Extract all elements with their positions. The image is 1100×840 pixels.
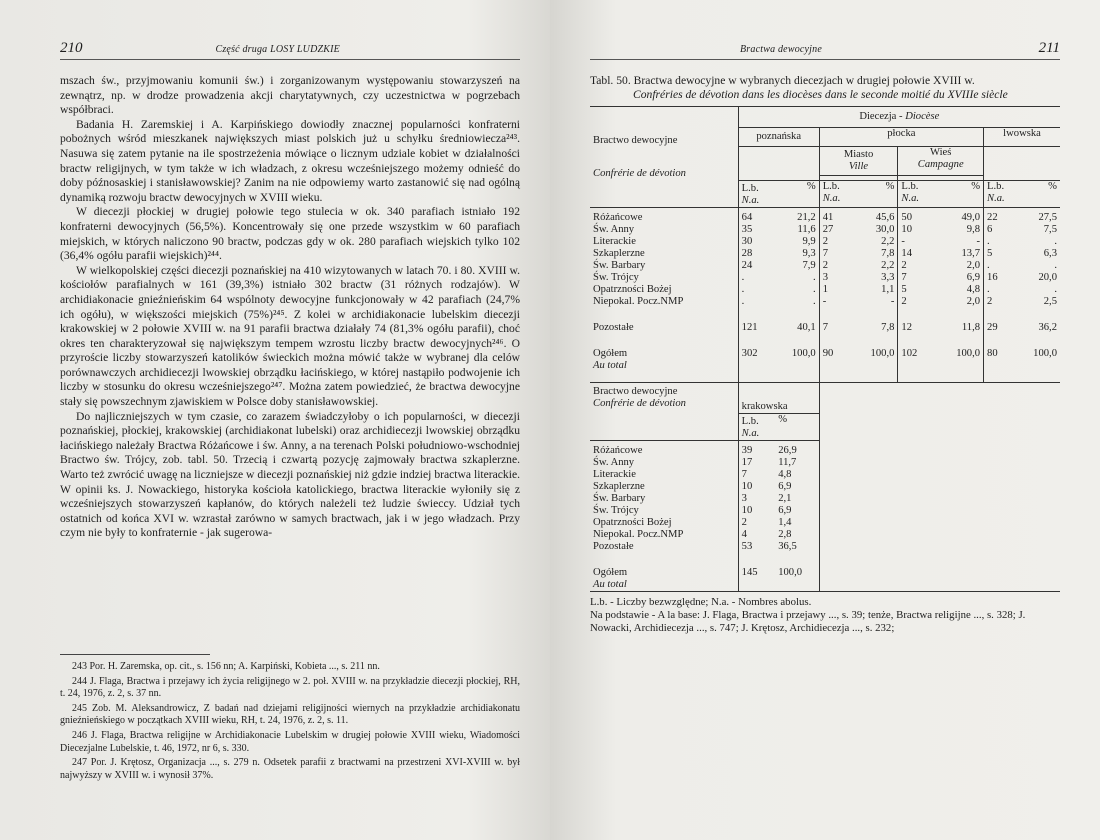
cell-percent: 9,8 xyxy=(933,224,984,236)
cell-percent: 13,7 xyxy=(933,248,984,260)
header-ville-label: Ville xyxy=(848,161,869,172)
cell-percent: . xyxy=(1054,259,1057,271)
footnote: 244 J. Flaga, Bractwa i przejawy ich życia religijnego w 2. poł. XVIII w. na przykładzie diecezji płockiej, RH, t. 24, 1976, z. 2, s. 37 nn. xyxy=(60,675,520,700)
cell-value: 90 xyxy=(822,347,834,359)
table-row xyxy=(590,469,1060,481)
header-row-units-part2 xyxy=(590,413,1060,440)
cell-value: 7 xyxy=(741,468,747,480)
cell-percent: 2,5 xyxy=(1043,295,1057,307)
cell-value: 10 xyxy=(741,504,753,516)
cell-value: 16 xyxy=(987,271,998,283)
body-text-left xyxy=(60,74,520,541)
table-caption-pl: Tabl. 50. Bractwa dewocyjne w wybranych diecezjach w drugiej połowie XVIII w. xyxy=(590,74,975,87)
table-row xyxy=(590,212,1060,224)
cell-value: 30 xyxy=(741,235,753,247)
cell-value: 1 xyxy=(822,283,828,295)
row-label: Opatrzności Bożej xyxy=(590,284,738,296)
header-row-units xyxy=(590,180,1060,207)
cell-value: 5 xyxy=(901,283,907,295)
row-label: Św. Trójcy xyxy=(590,272,738,284)
paragraph: mszach św., przyjmowaniu komunii św.) i zorganizowanym występowaniu stowarzyszeń na zewnątrz, np. w drodze prowadzenia akcji charytatywnych, czy uczestnictwa w pogrzebach współbraci. xyxy=(60,74,520,117)
table-caption-fr: Confréries de dévotion dans les diocèses dans le seconde moitié du XVIIIe siècle xyxy=(633,88,1008,101)
cell-percent: . xyxy=(775,296,819,308)
cell-value: . xyxy=(741,271,745,283)
cell-percent: 100,0 xyxy=(1033,347,1057,359)
cell-value: 2 xyxy=(901,259,907,271)
header-bractwo-label: Bractwo dewocyjne xyxy=(593,385,678,397)
cell-percent: 9,3 xyxy=(775,248,819,260)
cell-percent: 2,2 xyxy=(854,236,898,248)
table-row xyxy=(590,541,1060,553)
cell-percent: 20,0 xyxy=(1038,271,1057,283)
cell-percent: . xyxy=(775,272,819,284)
cell-percent: 7,5 xyxy=(1043,223,1057,235)
header-pct: % xyxy=(933,180,984,207)
header-confrerie-label: Confrérie de dévotion xyxy=(593,168,686,179)
cell-percent: 1,1 xyxy=(854,284,898,296)
cell-percent: 2,1 xyxy=(775,493,819,505)
header-pct: % xyxy=(854,180,898,207)
row-label: Niepokal. Pocz.NMP xyxy=(590,529,738,541)
header-bractwo-label: Bractwo dewocyjne xyxy=(593,134,678,146)
table-part2-body xyxy=(590,445,1060,592)
cell-value: 28 xyxy=(741,247,753,259)
row-label: Literackie xyxy=(590,469,738,481)
table-row xyxy=(590,457,1060,469)
na-label: N.a. xyxy=(822,192,841,204)
cell-empty xyxy=(819,505,1060,517)
cell-value: 50 xyxy=(901,211,912,223)
cell-percent: 30,0 xyxy=(854,224,898,236)
table-note-source: Na podstawie - A la base: J. Flaga, Bractwa i przejawy ..., s. 39; tenże, Bractwa religijne ..., s. 328; J. Nowacki, Archidiecezja ..., s. 747; J. Krętosz, Archidiecezja ..., s. 232; xyxy=(590,608,1026,634)
running-head-left xyxy=(60,40,520,60)
running-title-left: Część druga LOSY LUDZKIE xyxy=(215,44,340,55)
cell-value: 41 xyxy=(822,211,834,223)
header-plocka: płocka xyxy=(819,128,983,147)
table-row xyxy=(590,236,1060,248)
cell-percent: 6,9 xyxy=(775,505,819,517)
cell-value: 2 xyxy=(822,259,828,271)
cell-percent: 40,1 xyxy=(775,308,819,334)
cell-percent: 2,0 xyxy=(933,260,984,272)
header-diocese-label: Diocèse xyxy=(905,111,940,122)
cell-value: 2 xyxy=(741,516,747,528)
table-row xyxy=(590,224,1060,236)
lb-label: L.b. xyxy=(741,182,759,194)
header-bractwo-part2 xyxy=(590,382,738,413)
cell-percent: . xyxy=(1054,283,1057,295)
header-lb xyxy=(738,180,775,207)
cell-percent: 7,9 xyxy=(775,260,819,272)
header-wies xyxy=(898,147,984,176)
cell-percent: 11,8 xyxy=(933,308,984,334)
cell-percent: 100,0 xyxy=(933,334,984,383)
header-diecezja-label: Diecezja - xyxy=(859,111,906,122)
na-label: N.a. xyxy=(741,194,760,206)
row-label: Ogółem Au total xyxy=(590,334,738,383)
table-row xyxy=(590,445,1060,457)
table-row xyxy=(590,493,1060,505)
cell-value: 22 xyxy=(987,211,998,223)
header-pct: % xyxy=(775,413,819,440)
header-bractwo xyxy=(590,107,738,147)
cell-value: 7 xyxy=(822,247,828,259)
na-label: N.a. xyxy=(741,427,760,439)
cell-value: 102 xyxy=(901,347,918,359)
table-row xyxy=(590,529,1060,541)
page-number-left: 210 xyxy=(60,40,83,56)
cell-value: 17 xyxy=(741,456,753,468)
table-part1-body xyxy=(590,212,1060,383)
running-title-right: Bractwa dewocyjne xyxy=(740,44,822,55)
cell-value: 64 xyxy=(741,211,753,223)
cell-percent: 49,0 xyxy=(933,212,984,224)
cell-value: - xyxy=(822,295,827,307)
cell-value: 12 xyxy=(901,321,912,333)
lb-label: L.b. xyxy=(987,180,1005,192)
cell-percent: 100,0 xyxy=(775,334,819,383)
cell-value: 14 xyxy=(901,247,912,259)
footnote: 245 Zob. M. Aleksandrowicz, Z badań nad dziejami religijności wiernych na przykładzie archidiakonatu gnieźnieńskiego w początkach XVIII wieku, RH, t. 24, 1976, z. 2, s. 11. xyxy=(60,702,520,727)
cell-value: 35 xyxy=(741,223,753,235)
cell-value: 2 xyxy=(822,235,828,247)
cell-value: . xyxy=(741,295,745,307)
cell-percent: 2,0 xyxy=(933,296,984,308)
cell-percent: 2,2 xyxy=(854,260,898,272)
cell-percent: . xyxy=(1054,235,1057,247)
cell-value: 3 xyxy=(741,492,747,504)
cell-empty xyxy=(819,457,1060,469)
cell-percent: - xyxy=(854,296,898,308)
cell-value: . xyxy=(741,283,745,295)
header-lb xyxy=(819,180,854,207)
header-row xyxy=(590,107,1060,128)
table-note-legend: L.b. - Liczby bezwzględne; N.a. - Nombres abolus. xyxy=(590,595,812,608)
header-empty xyxy=(984,147,1060,176)
row-label: Św. Anny xyxy=(590,224,738,236)
cell-value: 302 xyxy=(741,347,758,359)
header-diecezja xyxy=(738,107,1060,128)
cell-percent: 100,0 xyxy=(775,553,819,592)
header-pct: % xyxy=(775,180,819,207)
cell-value: 5 xyxy=(987,247,993,259)
lb-label: L.b. xyxy=(901,180,919,192)
row-label: Pozostałe xyxy=(590,541,738,553)
cell-value: 4 xyxy=(741,528,747,540)
cell-value: 145 xyxy=(738,553,775,592)
row-label: Szkaplerzne xyxy=(590,481,738,493)
cell-value: 7 xyxy=(901,271,907,283)
header-miasto-label: Miasto xyxy=(843,149,874,160)
cell-value: . xyxy=(987,235,990,247)
cell-empty xyxy=(819,529,1060,541)
data-table xyxy=(590,106,1060,592)
header-empty xyxy=(819,382,1060,413)
cell-value: 39 xyxy=(741,444,753,456)
cell-value: 2 xyxy=(901,295,907,307)
table-row xyxy=(590,284,1060,296)
cell-percent: 2,8 xyxy=(775,529,819,541)
cell-percent: 36,5 xyxy=(775,541,819,553)
cell-percent: 7,8 xyxy=(854,248,898,260)
cell-percent: 6,9 xyxy=(775,481,819,493)
cell-value: 7 xyxy=(822,321,828,333)
cell-value: 10 xyxy=(901,223,912,235)
row-label: Opatrzności Bożej xyxy=(590,517,738,529)
cell-percent: 11,6 xyxy=(775,224,819,236)
cell-value: 27 xyxy=(822,223,834,235)
header-confrerie-label: Confrérie de dévotion xyxy=(593,397,686,409)
header-empty xyxy=(738,147,819,176)
row-label: Literackie xyxy=(590,236,738,248)
table-row-pozostale xyxy=(590,308,1060,334)
header-lwowska: lwowska xyxy=(984,128,1060,147)
cell-percent: 27,5 xyxy=(1038,211,1057,223)
lb-label: L.b. xyxy=(741,415,759,427)
cell-percent: 3,3 xyxy=(854,272,898,284)
na-label: N.a. xyxy=(987,192,1005,204)
table-caption xyxy=(590,74,1060,102)
header-miasto xyxy=(819,147,898,176)
header-row-part2 xyxy=(590,382,1060,413)
cell-value: 2 xyxy=(987,295,993,307)
table-row xyxy=(590,248,1060,260)
running-head-right xyxy=(590,40,1060,60)
cell-percent: 4,8 xyxy=(775,469,819,481)
cell-percent: 1,4 xyxy=(775,517,819,529)
na-label: N.a. xyxy=(901,192,920,204)
header-pct: % xyxy=(1018,180,1060,207)
header-wies-label: Wieś xyxy=(930,147,952,158)
row-label: Św. Barbary xyxy=(590,493,738,505)
cell-value: 24 xyxy=(741,259,753,271)
cell-empty xyxy=(819,493,1060,505)
cell-value: 10 xyxy=(741,480,753,492)
header-empty xyxy=(590,413,738,440)
table-row-total xyxy=(590,553,1060,592)
right-page xyxy=(550,0,1100,840)
paragraph: W diecezji płockiej w drugiej połowie tego stulecia w ok. 340 parafiach istniało 192 konfraterni dewocyjnych (56,5%). Koncentrowały się one przede wszystkim w 60 parafiach miejskich, w których naliczono 90 bractw, podczas gdy w ok. 280 parafiach wiejskich tylko 102 (36,4% ogółu parafii wiejskich)²⁴⁴. xyxy=(60,205,520,263)
cell-empty xyxy=(819,541,1060,553)
header-krakowska xyxy=(738,382,819,413)
cell-value: 29 xyxy=(987,321,998,333)
table-row-total xyxy=(590,334,1060,383)
cell-value: 6 xyxy=(987,223,993,235)
paragraph: Badania H. Zaremskiej i A. Karpińskiego dowiodły znacznej popularności konfraterni pobożnych wśród mieszkanek największych miast polskich już u schyłku średniowiecza²⁴³. Nasuwa się zatem pytanie na ile spostrzeżenia mówiące o licznym udziale kobiet w działalności bractw religijnych, w tym także w ich władzach, z okresu wcześniejszego możemy odnieść do doby późnosaskiej i stanisławowskiej? Zanim na nie odpowiemy warto zastanowić się nad ogólną dynamiką rozwoju bractw dewocyjnych w XVIII wieku. xyxy=(60,117,520,204)
footnote: 246 J. Flaga, Bractwa religijne w Archidiakonacie Lubelskim w drugiej połowie XVIII wieku, Wiadomości Diecezjalne Lubelskie, t. 46, 1972, nr 6, s. 330. xyxy=(60,729,520,754)
lb-label: L.b. xyxy=(822,180,840,192)
cell-empty xyxy=(819,553,1060,592)
cell-percent: 45,6 xyxy=(854,212,898,224)
row-label: Św. Trójcy xyxy=(590,505,738,517)
table-row xyxy=(590,296,1060,308)
cell-percent: 11,7 xyxy=(775,457,819,469)
table-row xyxy=(590,481,1060,493)
cell-empty xyxy=(819,445,1060,457)
footnote-rule xyxy=(60,654,210,655)
header-empty xyxy=(819,413,1060,440)
header-row xyxy=(590,147,1060,176)
table-row xyxy=(590,260,1060,272)
paragraph: W wielkopolskiej części diecezji poznańskiej na 410 wizytowanych w latach 70. i 80. XVIII w. kościołów parafialnych w 161 (39,3%) istniało 302 bractw (31 różnych rodzajów). W archidiakonacie gnieźnieńskim 64 wspólnoty dewocyjne funkcjonowały w 42 parafiach (24,7% ich ogółu), w większości miejskich (75%)²⁴⁵. Z kolei w archidiakonacie lubelskim diecezji krakowskiej w 2 połowie XVIII w. na 91 parafii bractwa działały 74 (81,3% ogółu parafii), choć okres ten charakteryzował się największym tempem wzrostu liczby bractw dewocyjnych²⁴⁶. O przyroście liczby stowarzyszeń katolików świeckich można mówić także w wybranej dla celów porównawczych archidiecezji lwowskiej obrządku łacińskiego, w której nastąpiło podwojenie ich liczby w stosunku do okresu wcześniejszego²⁴⁷. Można zatem powiedzieć, że bractwa dewocyjne stały się powszechnym zjawiskiem w Polsce doby stanisławowskiej. xyxy=(60,263,520,409)
header-lb xyxy=(738,413,775,440)
header-confrerie xyxy=(590,147,738,181)
row-label: Pozostałe xyxy=(590,308,738,334)
cell-percent: 36,2 xyxy=(1038,321,1057,333)
row-label: Św. Barbary xyxy=(590,260,738,272)
table-row xyxy=(590,272,1060,284)
row-label-fr: Au total xyxy=(593,578,627,590)
cell-percent: . xyxy=(775,284,819,296)
footnote: 243 Por. H. Zaremska, op. cit., s. 156 nn; A. Karpiński, Kobieta ..., s. 211 nn. xyxy=(72,661,380,672)
header-campagne-label: Campagne xyxy=(917,159,964,170)
cell-percent: 100,0 xyxy=(854,334,898,383)
cell-percent: 9,9 xyxy=(775,236,819,248)
cell-percent: - xyxy=(933,236,984,248)
row-label: Różańcowe xyxy=(590,445,738,457)
row-label-fr: Au total xyxy=(593,359,627,371)
header-empty xyxy=(590,180,738,207)
cell-empty xyxy=(819,469,1060,481)
row-label: Różańcowe xyxy=(590,212,738,224)
cell-value: - xyxy=(901,235,905,247)
header-krakowska-label: krakowska xyxy=(741,400,788,412)
table-notes xyxy=(590,596,1060,635)
cell-value: 3 xyxy=(822,271,828,283)
table-row xyxy=(590,517,1060,529)
cell-value: . xyxy=(987,283,990,295)
cell-percent: 6,9 xyxy=(933,272,984,284)
cell-percent: 4,8 xyxy=(933,284,984,296)
row-label: Szkaplerzne xyxy=(590,248,738,260)
table-row xyxy=(590,505,1060,517)
cell-value: 80 xyxy=(987,347,998,359)
cell-percent: 7,8 xyxy=(854,308,898,334)
paragraph: Do najliczniejszych w tym czasie, co zarazem świadczyłoby o ich popularności, w diecezji poznańskiej, płockiej, krakowskiej (archidiakonat lubelski) oraz archidiecezji lwowskiej obrządku łacińskiego należały Bractwa Różańcowe i św. Anny, a na terenach Polski południowo-wschodniej Bractwo św. Trójcy, zob. tabl. 50. Trzecią i czwartą pozycję zajmowały bractwa szkaplerzne. Warto też zwrócić uwagę na liczniejsze w diecezji poznańskiej niż gdzie indziej bractwa literackie. W opinii ks. J. Nowackiego, historyka kościoła katolickiego, bractwa literackie wyłoniły się z wcześniejszych stowarzyszeń kapłanów, do których należeli też ludzie świeccy. Udział tych ostatnich od końca XVI w. wzrastał zarówno w samych bractwach, jak i w jego władzach. Przy czym nie były to konfraternie - jak sugerowa- xyxy=(60,409,520,540)
footnote: 247 Por. J. Krętosz, Organizacja ..., s. 279 n. Odsetek parafii z bractwami na przestrzeni XVI-XVIII w. był najwyższy w XVIII w. i wynosił 37%. xyxy=(60,757,520,781)
cell-percent: 6,3 xyxy=(1043,247,1057,259)
row-label: Niepokal. Pocz.NMP xyxy=(590,296,738,308)
cell-value: 53 xyxy=(741,540,753,552)
footnotes xyxy=(60,654,520,784)
cell-empty xyxy=(819,517,1060,529)
cell-percent: 21,2 xyxy=(775,212,819,224)
cell-value: . xyxy=(987,259,990,271)
cell-empty xyxy=(819,481,1060,493)
cell-percent: 26,9 xyxy=(775,445,819,457)
page-number-right: 211 xyxy=(1038,40,1060,56)
row-label: Ogółem Au total xyxy=(590,553,738,592)
row-label: Św. Anny xyxy=(590,457,738,469)
header-poznanska: poznańska xyxy=(738,128,819,147)
cell-value: 121 xyxy=(741,321,758,333)
header-lb xyxy=(898,180,933,207)
header-lb xyxy=(984,180,1019,207)
